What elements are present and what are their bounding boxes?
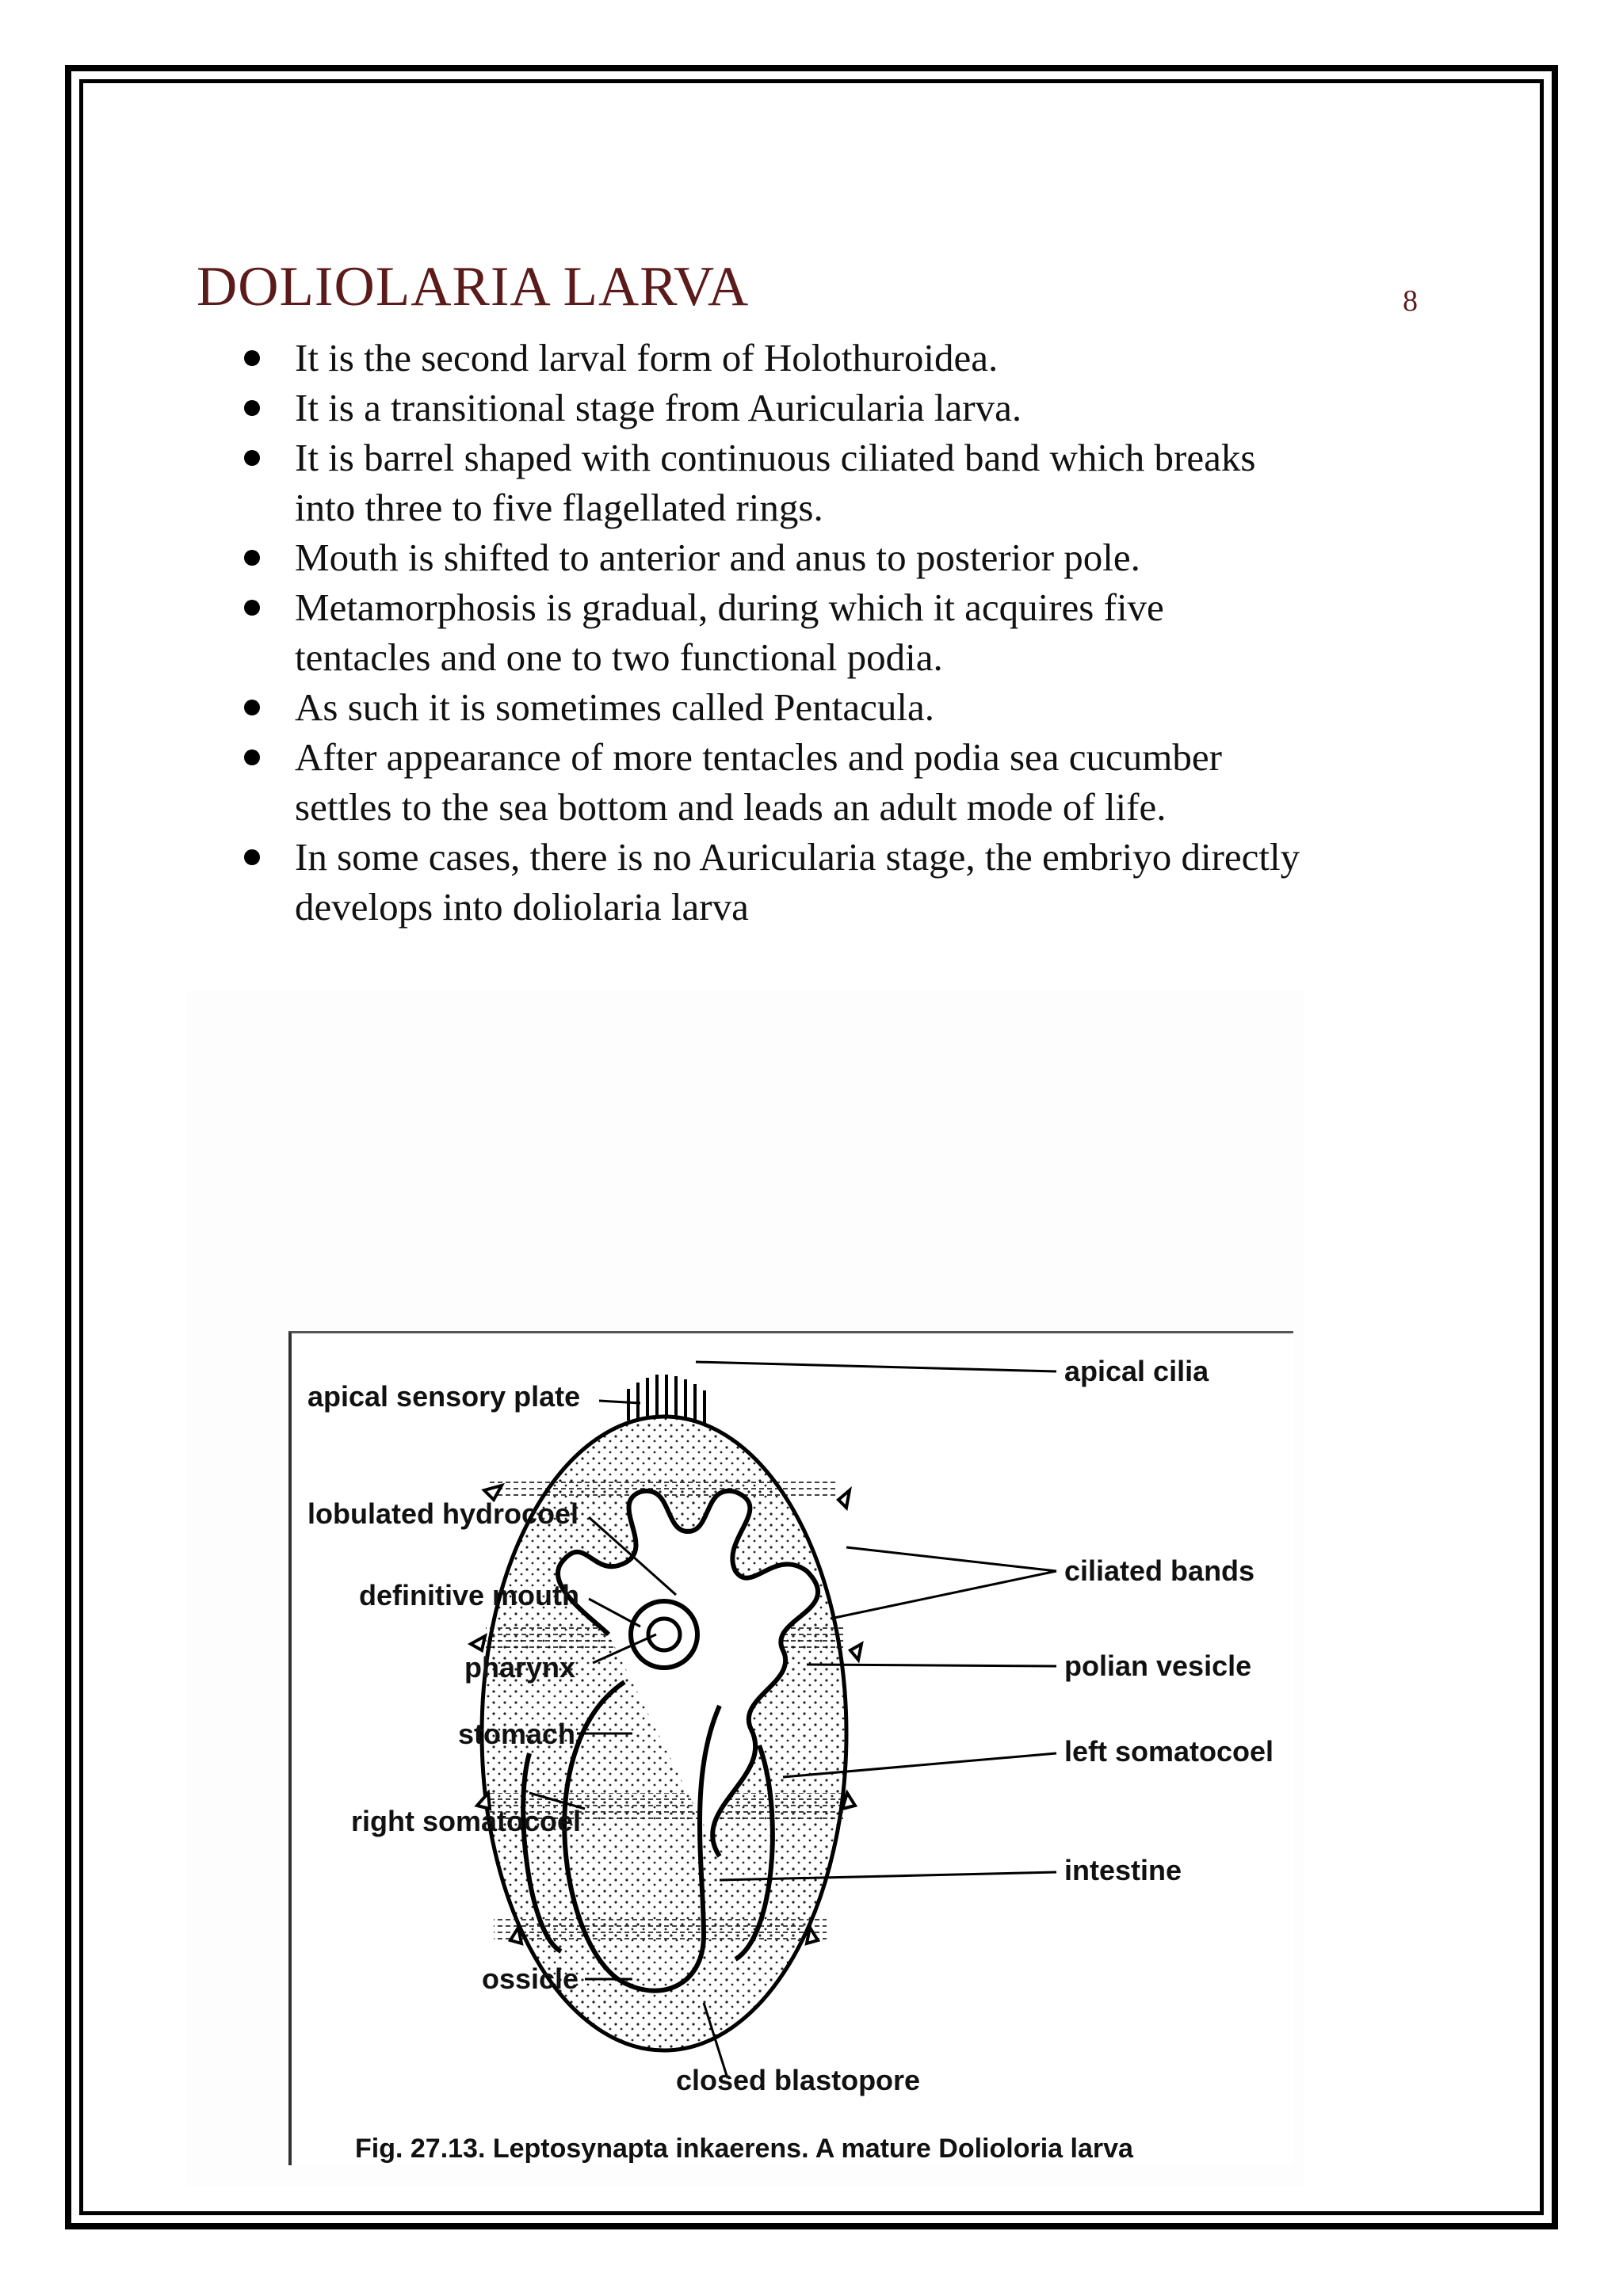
bullet-text: It is a transitional stage from Auricularia larva.: [295, 386, 1022, 429]
bullet-text: After appearance of more tentacles and podia sea cucumber: [295, 735, 1222, 779]
bullet-text: into three to five flagellated rings.: [295, 486, 823, 529]
label-left-somatocoel: left somatocoel: [1064, 1735, 1274, 1768]
label-stomach: stomach: [458, 1718, 576, 1750]
bullet-text: develops into doliolaria larva: [295, 885, 749, 929]
bullet-item: [295, 383, 1452, 433]
bullet-item: [295, 433, 1452, 532]
label-apical-cilia: apical cilia: [1064, 1355, 1209, 1387]
label-lobulated-hydrocoel: lobulated hydrocoel: [307, 1497, 579, 1530]
bullet-text: Mouth is shifted to anterior and anus to posterior pole.: [295, 536, 1140, 579]
bullet-item: [295, 682, 1452, 732]
label-ossicle: ossicle: [482, 1962, 579, 1995]
label-right-somatocoel: right somatocoel: [351, 1805, 582, 1837]
apical-cilia-marks: [628, 1375, 705, 1424]
bullet-text: tentacles and one to two functional podia.: [295, 635, 943, 679]
bullet-dot-icon: [244, 550, 260, 566]
bullet-dot-icon: [244, 749, 260, 765]
bullet-text: settles to the sea bottom and leads an adult mode of life.: [295, 785, 1167, 829]
bullet-dot-icon: [244, 700, 260, 715]
bullet-list: [295, 333, 1452, 932]
label-intestine: intestine: [1064, 1854, 1182, 1886]
larva-figure: [288, 1331, 1293, 2165]
bullet-text: It is the second larval form of Holothuroidea.: [295, 336, 999, 379]
label-closed-blastopore: closed blastopore: [676, 2064, 921, 2096]
bullet-dot-icon: [244, 849, 260, 865]
bullet-text: In some cases, there is no Auricularia stage, the embriyo directly: [295, 835, 1300, 879]
bullet-item: [295, 532, 1452, 582]
page-title: DOLIOLARIA LARVA: [197, 256, 750, 318]
mouth-shape: [648, 1619, 680, 1650]
label-definitive-mouth: definitive mouth: [359, 1579, 579, 1611]
bullet-item: [295, 582, 1452, 682]
label-pharynx: pharynx: [464, 1651, 576, 1684]
bullet-item: [295, 832, 1452, 932]
figure-caption: Fig. 27.13. Leptosynapta inkaerens. A mature Dolioloria larva: [355, 2134, 1133, 2164]
bullet-item: [295, 333, 1452, 383]
bullet-text: Metamorphosis is gradual, during which it acquires five: [295, 585, 1164, 629]
page-number: 8: [1403, 284, 1418, 318]
bullet-item: [295, 732, 1452, 832]
larva-diagram: [292, 1333, 1293, 2165]
bullet-dot-icon: [244, 450, 260, 466]
bullet-dot-icon: [244, 400, 260, 416]
bullet-dot-icon: [244, 600, 260, 616]
bullet-text: As such it is sometimes called Pentacula.: [295, 685, 934, 729]
label-apical-sensory-plate: apical sensory plate: [307, 1380, 581, 1413]
bullet-text: It is barrel shaped with continuous ciliated band which breaks: [295, 436, 1256, 479]
label-ciliated-bands: ciliated bands: [1064, 1554, 1255, 1587]
bullet-dot-icon: [244, 350, 260, 366]
label-polian-vesicle: polian vesicle: [1064, 1650, 1252, 1682]
